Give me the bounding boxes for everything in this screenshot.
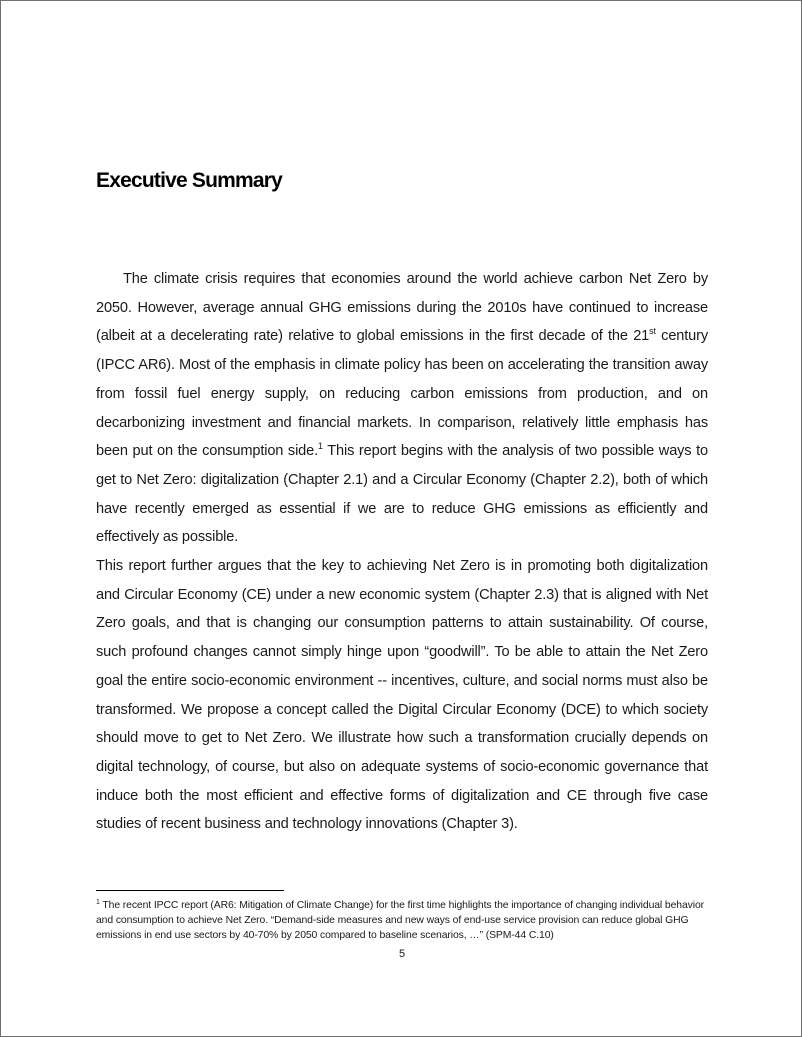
- body-paragraph-2: This report further argues that the key to achieving Net Zero is in promoting both digitalization and Circular Economy (CE) under a new economic system (Chapter 2.3) that is aligned with Net Zero goals, and that is changing our consumption patterns to attain sustainability. Of course, such profound changes cannot simply hinge upon “goodwill”. To be able to attain the Net Zero goal the entire socio-economic environment -- incentives, culture, and social norms must also be transformed. We propose a concept called the Digital Circular Economy (DCE) to which society should move to get to Net Zero. We illustrate how such a transformation crucially depends on digital technology, of course, but also on adequate systems of socio-economic governance that induce both the most efficient and effective forms of digitalization and CE through five case studies of recent business and technology innovations (Chapter 3).: [96, 558, 708, 833]
- paragraph-1-text-b: century (IPCC AR6). Most of the emphasis in climate policy has been on accelerating the transition away from fossil fuel energy supply, on reducing carbon emissions from production, and on decarbonizing investment and financial markets. In comparison, relatively little emphasis has been put on the consumption side.: [96, 328, 708, 460]
- paragraph-1-text-a: The climate crisis requires that economies around the world achieve carbon Net Zero by 2050. However, average annual GHG emissions during the 2010s have continued to increase (albeit at a decelerating rate) relative to global emissions in the first decade of the 21: [96, 271, 708, 345]
- footnote-text: The recent IPCC report (AR6: Mitigation of Climate Change) for the first time highlights the importance of changing individual behavior and consumption to achieve Net Zero. “Demand-side measures and new ways of end-use service provision can reduce global GHG emissions in end use sectors by 40-70% by 2050 compared to baseline scenarios, …” (SPM-44 C.10): [96, 900, 704, 942]
- footnote-separator: [96, 890, 284, 891]
- ordinal-superscript: st: [649, 326, 656, 337]
- page-title: Executive Summary: [96, 169, 283, 192]
- footnote-marker: 1: [96, 899, 100, 906]
- footnote-reference[interactable]: 1: [318, 441, 323, 452]
- paragraph-1-text-c: This report begins with the analysis of two possible ways to get to Net Zero: digitalization (Chapter 2.1) and a Circular Economy (Chapter 2.2), both of which have recently emerged as essential if we are to reduce GHG emissions as efficiently and effectively as possible.: [96, 443, 709, 546]
- footnote: [96, 898, 708, 944]
- page-number: 5: [398, 948, 406, 960]
- body-paragraph-1: [96, 265, 708, 552]
